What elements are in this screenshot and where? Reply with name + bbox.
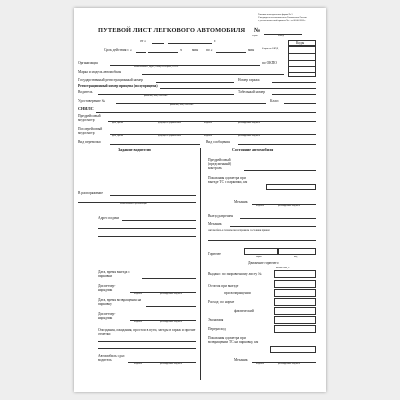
garage-return-field[interactable] xyxy=(146,306,196,307)
technical-state-label: Автомобиль в технически исправном состоянии принял xyxy=(208,229,270,232)
pickup-address-field-2[interactable] xyxy=(98,228,196,229)
month-field[interactable] xyxy=(168,43,212,44)
delays-label: Опоздания, ожидания, простои в пути, заезды в гараж и прочие отметки xyxy=(98,328,196,337)
trailer-field[interactable] xyxy=(160,88,316,89)
handed-over-label: Автомобиль сдал водитель xyxy=(98,354,125,363)
fuel-label: Горючее xyxy=(208,252,221,256)
dispatcher-decoding-caption: расшифровка подписи xyxy=(160,293,182,295)
dispatcher2-decoding-caption: расшифровка подписи xyxy=(160,321,182,323)
at-disposal-caption: наименование организации xyxy=(120,203,147,205)
delays-field-2[interactable] xyxy=(98,348,196,349)
post-med-resolution-caption: допущен к управлению xyxy=(158,135,181,137)
at-disposal-field[interactable] xyxy=(110,195,196,196)
exit-allowed-field[interactable] xyxy=(240,218,316,219)
post-med-signature-caption: подпись xyxy=(204,135,213,137)
validity-to-min: мин xyxy=(248,48,255,52)
pickup-address-field-3[interactable] xyxy=(98,236,196,237)
personnel-number-label: Табельный номер xyxy=(238,90,265,94)
form-approval-line-1: Типовая межотраслевая форма № 3 xyxy=(258,14,293,16)
fuel-brand-caption: марка xyxy=(256,256,262,258)
fuel-code-field[interactable] xyxy=(278,248,316,255)
organization-caption: наименование, адрес, номер телефона, ОГРН xyxy=(134,66,179,68)
license-name-caption: фамилия, имя, отчество xyxy=(170,104,194,106)
organization-label: Организация xyxy=(78,61,98,65)
post-med-label: Послерейсовый медосмотр xyxy=(78,127,103,136)
column-divider xyxy=(200,148,201,380)
garage-number-field[interactable] xyxy=(272,82,316,83)
driver-name-caption: фамилия, имя, отчество xyxy=(144,95,168,97)
state-number-field[interactable] xyxy=(156,82,234,83)
trailer-label: Регистрационный номер прицепа (полуприцепа) xyxy=(78,84,158,88)
delays-field[interactable] xyxy=(98,341,196,342)
personnel-number-field[interactable] xyxy=(272,94,316,95)
fuel-movement-label: Движение горючего xyxy=(248,261,279,265)
economy-field[interactable] xyxy=(274,316,316,324)
dispatcher-signature-caption: подпись xyxy=(134,293,143,295)
mechanic2-label: Механик xyxy=(208,222,222,226)
snils-field[interactable] xyxy=(96,112,316,113)
consumption-label: Расход: по норме xyxy=(208,300,235,304)
pre-med-decoding-caption: расшифровка подписи xyxy=(238,122,260,124)
series-caption: серия xyxy=(252,35,258,37)
validity-hours: ч xyxy=(180,48,182,52)
mechanic2-field[interactable] xyxy=(230,226,316,227)
remainder-return-label: при возвращении xyxy=(224,291,251,295)
dispatcher2-signature-caption: подпись xyxy=(134,321,143,323)
dispatcher-label: Диспетчер-нарядчик xyxy=(98,284,116,293)
garage-exit-field[interactable] xyxy=(142,278,196,279)
garage-number-label: Номер гаража xyxy=(238,78,260,82)
snils-label: СНИЛС xyxy=(78,106,94,111)
handed-over-decoding-caption: расшифровка подписи xyxy=(160,363,182,365)
validity-label: Срок действия с « xyxy=(104,48,132,52)
pre-med-label: Предрейсовый медосмотр xyxy=(78,114,101,123)
form-title: ПУТЕВОЙ ЛИСТ ЛЕГКОВОГО АВТОМОБИЛЯ xyxy=(98,27,246,34)
mechanic3-label: Механик xyxy=(234,358,248,362)
class-label: Класс xyxy=(270,99,279,103)
trip-kind-label: Вид перевозки xyxy=(78,140,101,144)
post-med-decoding-caption: расшифровка подписи xyxy=(238,135,260,137)
validity-min: мин xyxy=(192,48,199,52)
form-approval-line-3: с учетом изменений приказа №... от 00.00.2020 г. xyxy=(258,19,306,22)
driver-task-heading: Задание водителю xyxy=(118,147,151,152)
day-field[interactable] xyxy=(152,43,164,44)
brand-label: Марка и модель автомобиля xyxy=(78,70,122,74)
dispatcher2-label: Диспетчер-нарядчик xyxy=(98,312,116,321)
remainder-return-field[interactable] xyxy=(274,289,316,297)
brand-field[interactable] xyxy=(142,74,284,75)
state-number-label: Государственный регистрационный номер xyxy=(78,78,143,82)
validity-to-date[interactable] xyxy=(216,52,246,53)
from-label: от « xyxy=(140,39,147,43)
class-field[interactable] xyxy=(284,103,316,104)
economy-label: Экономия xyxy=(208,318,224,322)
post-med-date-caption: дата, время xyxy=(112,135,124,137)
at-disposal-label: В распоряжение xyxy=(78,191,103,195)
post-med-field[interactable] xyxy=(110,134,316,135)
exit-allowed-label: Выезд разрешен xyxy=(208,214,234,218)
driver-label: Водитель xyxy=(78,90,93,94)
overspend-label: Перерасход xyxy=(208,327,226,331)
odometer-return-label: Показания одометра при возвращении ТС на парковку, км xyxy=(208,336,259,345)
license-label: Удостоверение № xyxy=(78,99,106,103)
remainder-departure-field[interactable] xyxy=(274,280,316,288)
mechanic-decoding-caption: расшифровка подписи xyxy=(278,205,300,207)
pre-control-label: Предрейсовый (предсменный) контроль xyxy=(208,158,232,171)
handed-over-signature-caption: подпись xyxy=(134,363,143,365)
mechanic-signature-caption: подпись xyxy=(256,205,265,207)
pre-med-signature-caption: подпись xyxy=(204,122,213,124)
pickup-address-label: Адрес подачи xyxy=(98,216,120,220)
garage-return-label: Дата, время возвращения на парковку xyxy=(98,298,142,307)
fuel-quantity-caption: количество, л xyxy=(276,267,290,269)
pre-med-date-caption: дата, время xyxy=(112,122,124,124)
year-label: г. xyxy=(214,39,216,43)
mechanic-label: Механик xyxy=(234,200,248,204)
consumption-field[interactable] xyxy=(274,298,316,306)
issued-field[interactable] xyxy=(274,270,316,278)
waybill-form xyxy=(74,8,326,392)
okpo-label: по ОКПО xyxy=(262,61,277,65)
mechanic3-signature-caption: подпись xyxy=(256,363,265,365)
form-approval-line-2: Утверждена постановлением Госкомстата России xyxy=(258,16,307,19)
odometer-departure-label: Показания одометра при выезде ТС с парковки, км xyxy=(208,176,248,185)
issued-by-order-label: Выдано: по заправочному листу № xyxy=(208,272,262,276)
message-kind-field[interactable] xyxy=(238,144,316,145)
remainder-departure-label: Остаток при выезде xyxy=(208,284,239,288)
message-kind-label: Вид сообщения xyxy=(206,140,230,144)
validity-from-day[interactable] xyxy=(136,52,146,53)
vehicle-state-heading: Состояние автомобиля xyxy=(232,147,274,152)
actual-field[interactable] xyxy=(274,307,316,315)
organization-field[interactable] xyxy=(110,65,260,66)
pre-med-resolution-caption: допущен к управлению xyxy=(158,122,181,124)
trip-kind-field[interactable] xyxy=(110,144,200,145)
validity-from-month[interactable] xyxy=(148,52,178,53)
mechanic3-decoding-caption: расшифровка подписи xyxy=(278,363,300,365)
pickup-address-field[interactable] xyxy=(122,220,196,221)
number-caption: номер xyxy=(278,35,284,37)
codes-label: Коды xyxy=(296,40,305,45)
overspend-field[interactable] xyxy=(274,325,316,333)
fuel-brand-field[interactable] xyxy=(244,248,278,255)
fuel-code-caption: код xyxy=(294,256,298,258)
number-sign: № xyxy=(254,27,261,34)
garage-exit-label: Дата, время выезда с парковки xyxy=(98,270,130,279)
pre-control-field[interactable] xyxy=(244,170,316,171)
validity-to-label: по « xyxy=(206,48,213,52)
technical-state-field[interactable] xyxy=(208,240,316,241)
okud-label: Форма по ОКУД xyxy=(262,48,279,50)
odometer-return-field[interactable] xyxy=(270,346,316,353)
odometer-departure-field[interactable] xyxy=(266,184,316,190)
actual-label: фактический xyxy=(234,309,254,313)
